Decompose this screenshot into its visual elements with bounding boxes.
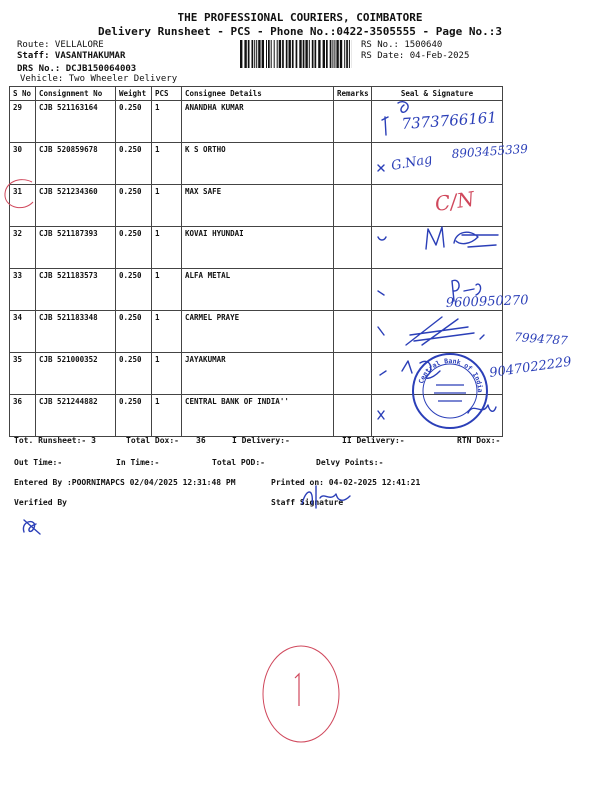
cell-sno: 30 bbox=[10, 143, 36, 185]
delvy-points: Delvy Points:- bbox=[316, 458, 384, 467]
barcode-bar bbox=[254, 40, 255, 68]
cell-consignment: CJB 520859678 bbox=[36, 143, 116, 185]
total-dox-label: Total Dox:- bbox=[126, 436, 179, 445]
barcode bbox=[240, 40, 352, 68]
cell-consignee: ANANDHA KUMAR bbox=[182, 101, 334, 143]
barcode-bar bbox=[309, 40, 310, 68]
cell-sno: 32 bbox=[10, 227, 36, 269]
barcode-bar bbox=[326, 40, 328, 68]
cell-consignee: KOVAI HYUNDAI bbox=[182, 227, 334, 269]
red-initials-31: C/N bbox=[433, 186, 476, 216]
barcode-bar bbox=[344, 40, 345, 68]
cell-pcs: 1 bbox=[152, 185, 182, 227]
cell-consignee: K S ORTHO bbox=[182, 143, 334, 185]
barcode-bar bbox=[289, 40, 291, 68]
barcode-bar bbox=[346, 40, 348, 68]
handwritten-phone-33: 9600950270 bbox=[445, 293, 529, 311]
cell-sno: 35 bbox=[10, 353, 36, 395]
cell-consignee: MAX SAFE bbox=[182, 185, 334, 227]
ii-delivery: II Delivery:- bbox=[342, 436, 405, 445]
total-pod: Total POD:- bbox=[212, 458, 265, 467]
cell-sno: 29 bbox=[10, 101, 36, 143]
drs-number: DRS No.: DCJB150064003 bbox=[17, 64, 137, 74]
signature-row-32 bbox=[378, 227, 498, 249]
cell-consignment: CJB 521183573 bbox=[36, 269, 116, 311]
staff-handwritten-signature bbox=[294, 478, 364, 518]
cell-weight: 0.250 bbox=[116, 227, 152, 269]
tot-runsheet: Tot. Runsheet:- 3 bbox=[14, 436, 96, 445]
barcode-bar bbox=[315, 40, 317, 68]
barcode-bar bbox=[323, 40, 325, 68]
cell-weight: 0.250 bbox=[116, 353, 152, 395]
total-dox-value: 36 bbox=[196, 436, 206, 445]
cell-consignment: CJB 521163164 bbox=[36, 101, 116, 143]
cell-pcs: 1 bbox=[152, 395, 182, 437]
col-pcs: PCS bbox=[152, 87, 182, 101]
cell-consignee: ALFA METAL bbox=[182, 269, 334, 311]
signature-row-30 bbox=[378, 142, 529, 174]
barcode-bar bbox=[240, 40, 242, 68]
barcode-bar bbox=[296, 40, 298, 68]
i-delivery: I Delivery:- bbox=[232, 436, 290, 445]
cell-remarks bbox=[334, 353, 372, 395]
cell-weight: 0.250 bbox=[116, 101, 152, 143]
barcode-bar bbox=[268, 40, 270, 68]
handwritten-name-30: G.Nag bbox=[390, 151, 434, 174]
barcode-bar bbox=[262, 40, 264, 68]
cell-weight: 0.250 bbox=[116, 269, 152, 311]
col-weight: Weight bbox=[116, 87, 152, 101]
cell-remarks bbox=[334, 311, 372, 353]
barcode-bar bbox=[340, 40, 342, 68]
barcode-bar bbox=[330, 40, 332, 68]
cell-weight: 0.250 bbox=[116, 395, 152, 437]
barcode-bar bbox=[303, 40, 305, 68]
runsheet-subtitle: Delivery Runsheet - PCS - Phone No.:0422-3505555 - Page No.:3 bbox=[98, 25, 502, 38]
barcode-bar bbox=[336, 40, 338, 68]
cell-pcs: 1 bbox=[152, 311, 182, 353]
handwritten-phone-34: 7994787 bbox=[513, 330, 569, 348]
barcode-bar bbox=[252, 40, 254, 68]
barcode-bar bbox=[334, 40, 335, 68]
cell-remarks bbox=[334, 269, 372, 311]
handwritten-phone-35: 9047022229 bbox=[488, 354, 573, 381]
col-consignee: Consignee Details bbox=[182, 87, 334, 101]
signature-row-29 bbox=[382, 102, 497, 135]
route-label: Route: VELLALORE bbox=[17, 40, 104, 50]
cell-consignee: CARMEL PRAYE bbox=[182, 311, 334, 353]
cell-sno: 34 bbox=[10, 311, 36, 353]
barcode-bar bbox=[274, 40, 275, 68]
cell-pcs: 1 bbox=[152, 353, 182, 395]
signatures-overlay bbox=[370, 95, 600, 435]
signature-row-34 bbox=[378, 317, 568, 348]
cell-consignee: JAYAKUMAR bbox=[182, 353, 334, 395]
cell-remarks bbox=[334, 395, 372, 437]
stamp-text: Central Bank of India bbox=[417, 356, 485, 393]
col-remarks: Remarks bbox=[334, 87, 372, 101]
cell-remarks bbox=[334, 185, 372, 227]
cell-consignment: CJB 521244882 bbox=[36, 395, 116, 437]
cell-weight: 0.250 bbox=[116, 311, 152, 353]
cell-weight: 0.250 bbox=[116, 143, 152, 185]
barcode-bar bbox=[318, 40, 320, 68]
verified-by: Verified By bbox=[14, 498, 67, 507]
barcode-bar bbox=[305, 40, 307, 68]
printed-on: Printed on: 04-02-2025 12:41:21 bbox=[271, 478, 421, 487]
col-seal-signature: Seal & Signature bbox=[372, 87, 503, 101]
rs-number: RS No.: 1500640 bbox=[361, 40, 443, 50]
barcode-bar bbox=[332, 40, 333, 68]
handwritten-phone-30: 8903455339 bbox=[451, 141, 529, 161]
barcode-bar bbox=[256, 40, 257, 68]
barcode-bar bbox=[266, 40, 267, 68]
cell-sno: 31 bbox=[10, 185, 36, 227]
bank-stamp bbox=[413, 354, 487, 428]
cell-remarks bbox=[334, 143, 372, 185]
barcode-bar bbox=[258, 40, 260, 68]
col-sno: S No bbox=[10, 87, 36, 101]
cell-consignment: CJB 521187393 bbox=[36, 227, 116, 269]
staff-signature: Staff Signature bbox=[271, 498, 344, 507]
cell-weight: 0.250 bbox=[116, 185, 152, 227]
barcode-bar bbox=[282, 40, 284, 68]
barcode-bar bbox=[244, 40, 246, 68]
cell-remarks bbox=[334, 101, 372, 143]
out-time: Out Time:- bbox=[14, 458, 63, 467]
cell-pcs: 1 bbox=[152, 101, 182, 143]
rs-date: RS Date: 04-Feb-2025 bbox=[361, 51, 470, 61]
barcode-bar bbox=[271, 40, 272, 68]
signature-row-33 bbox=[378, 280, 529, 311]
verifier-signature bbox=[18, 514, 48, 540]
barcode-bar bbox=[286, 40, 288, 68]
barcode-bar bbox=[349, 40, 350, 68]
cell-consignment: CJB 521234360 bbox=[36, 185, 116, 227]
cell-pcs: 1 bbox=[152, 269, 182, 311]
cell-sno: 33 bbox=[10, 269, 36, 311]
entered-by: Entered By :POORNIMAPCS 02/04/2025 12:31:48 PM bbox=[14, 478, 236, 487]
barcode-bar bbox=[292, 40, 294, 68]
in-time: In Time:- bbox=[116, 458, 160, 467]
signature-row-36 bbox=[378, 405, 496, 419]
rtn-dox: RTN Dox:- bbox=[457, 436, 501, 445]
barcode-bar bbox=[277, 40, 278, 68]
barcode-bar bbox=[248, 40, 250, 68]
cell-sno: 36 bbox=[10, 395, 36, 437]
handwritten-phone-29: 7373766161 bbox=[401, 108, 498, 133]
company-title: THE PROFESSIONAL COURIERS, COIMBATORE bbox=[177, 11, 423, 24]
cell-consignee: CENTRAL BANK OF INDIA'' bbox=[182, 395, 334, 437]
cell-consignment: CJB 521183348 bbox=[36, 311, 116, 353]
cell-remarks bbox=[334, 227, 372, 269]
cell-consignment: CJB 521000352 bbox=[36, 353, 116, 395]
red-circle-annotation bbox=[255, 640, 355, 750]
cell-pcs: 1 bbox=[152, 227, 182, 269]
staff-label: Staff: VASANTHAKUMAR bbox=[17, 51, 126, 61]
barcode-bar bbox=[299, 40, 301, 68]
red-circle-mark bbox=[0, 174, 40, 214]
signature-row-31 bbox=[433, 186, 477, 215]
barcode-bar bbox=[279, 40, 281, 68]
barcode-bar bbox=[312, 40, 314, 68]
cell-pcs: 1 bbox=[152, 143, 182, 185]
col-consignment: Consignment No bbox=[36, 87, 116, 101]
vehicle-label: Vehicle: Two Wheeler Delivery bbox=[20, 74, 178, 84]
